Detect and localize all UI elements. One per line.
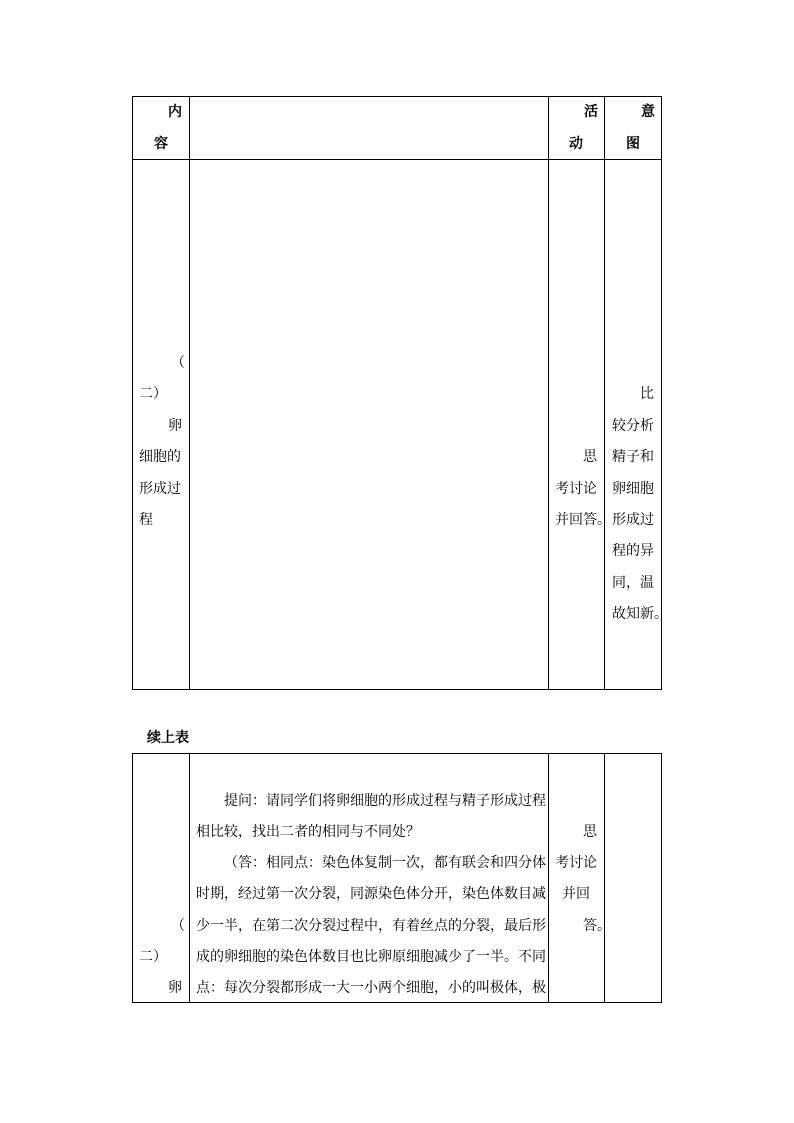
row-intent-line-2: 较分析: [612, 418, 654, 434]
row-intent-line-1: 比: [640, 386, 654, 402]
header-intent-line-2: 图: [626, 136, 640, 152]
t2-activity-line-2: 考讨论: [555, 855, 597, 871]
t2-question-line-1: 提问：请同学们将卵细胞的形成过程与精子形成过程: [224, 793, 546, 809]
row-content-line-5: 形成过: [139, 481, 181, 497]
t2-content-line-1: （: [171, 918, 185, 934]
row-intent-line-3: 精子和: [612, 449, 654, 465]
t2-activity-line-4: 答。: [583, 918, 611, 934]
row-content-line-6: 程: [139, 512, 153, 528]
t2-answer-line-1: （答：相同点：染色体复制一次，都有联会和四分体: [224, 855, 546, 871]
row-content-line-1: （: [171, 355, 185, 371]
row-activity-line-3: 并回答。: [555, 512, 611, 528]
t2-answer-line-3: 少一半，在第二次分裂过程中，有着丝点的分裂，最后形: [196, 918, 546, 934]
row-activity-line-1: 思: [583, 449, 597, 465]
continued-table-caption: 续上表: [147, 730, 189, 746]
t2-answer-line-4: 成的卵细胞的染色体数目也比卵原细胞减少了一半。不同: [196, 949, 546, 965]
row-intent-line-4: 卵细胞: [612, 481, 654, 497]
row-content-line-2: 二）: [139, 386, 167, 402]
t2-activity-line-3: 并回: [562, 886, 590, 902]
header-content-line-2: 容: [154, 136, 168, 152]
row-intent-line-6: 程的异: [612, 543, 654, 559]
t2-question-line-2: 相比较，找出二者的相同与不同处？: [196, 824, 420, 840]
t2-content-line-3: 卵: [168, 980, 182, 996]
row-intent-line-5: 形成过: [612, 512, 654, 528]
t2-content-line-2: 二）: [139, 949, 167, 965]
header-activity-line-1: 活: [584, 104, 598, 120]
row-activity-line-2: 考讨论: [555, 481, 597, 497]
row-content-line-4: 细胞的: [139, 449, 181, 465]
t2-answer-line-2: 时期，经过第一次分裂，同源染色体分开，染色体数目减: [196, 886, 546, 902]
t2-answer-line-5: 点：每次分裂都形成一大一小两个细胞，小的叫极体，极: [196, 980, 546, 996]
header-content-line-1: 内: [168, 104, 182, 120]
row-content-line-3: 卵: [168, 418, 182, 434]
t2-activity-line-1: 思: [583, 824, 597, 840]
header-activity-line-2: 动: [569, 136, 583, 152]
row-intent-line-7: 同，温: [612, 575, 654, 591]
header-intent-line-1: 意: [641, 104, 655, 120]
row-intent-line-8: 故知新。: [612, 606, 668, 622]
